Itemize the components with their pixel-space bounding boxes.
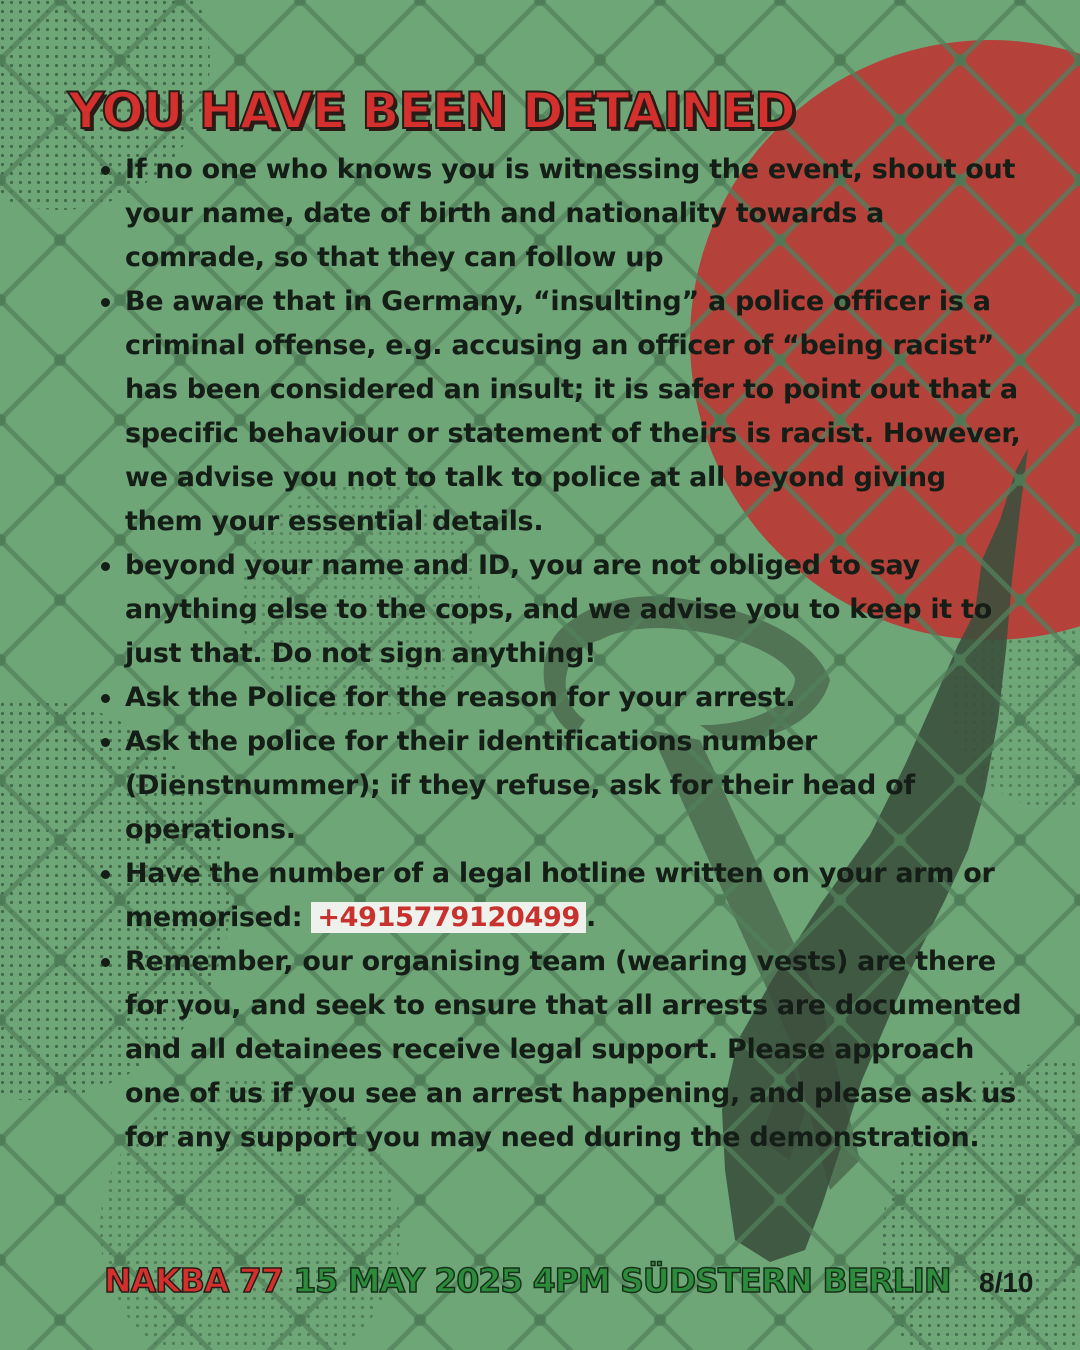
list-item — [125, 148, 1025, 280]
list-item-text: beyond your name and ID, you are not obliged to say anything else to the cops, and we advise you to keep it to just that. Do not sign anything! — [125, 550, 992, 669]
list-item — [125, 940, 1025, 1160]
event-details: 15 MAY 2025 4PM SÜDSTERN BERLIN — [293, 1261, 951, 1300]
list-item-punctuation: . — [585, 902, 596, 933]
legal-hotline-number[interactable]: +4915779120499 — [311, 902, 586, 933]
list-item — [125, 676, 1025, 720]
list-item-text: Ask the police for their identifications number (Dienstnummer); if they refuse, ask for their head of operations. — [125, 726, 915, 845]
list-item-text: If no one who knows you is witnessing the event, shout out your name, date of birth and nationality towards a comrade, so that they can follow up — [125, 154, 1016, 273]
page-title: YOU HAVE BEEN DETAINED — [68, 82, 795, 140]
list-item — [125, 280, 1025, 544]
list-item — [125, 544, 1025, 676]
list-item-text: Have the number of a legal hotline written on your arm or memorised: — [125, 858, 995, 933]
list-item — [125, 852, 1025, 940]
list-item-text: Be aware that in Germany, “insulting” a police officer is a criminal offense, e.g. accusing an officer of “being racist” has been considered an insult; it is safer to point out that a specific behaviour or statement of theirs is racist. However, we advise you not to talk to police at all beyond giving them your essential details. — [125, 286, 1021, 537]
list-item — [125, 720, 1025, 852]
advice-list — [125, 148, 1025, 1160]
page-number: 8/10 — [979, 1267, 1034, 1298]
list-item-text: Remember, our organising team (wearing vests) are there for you, and seek to ensure that all arrests are documented and all detainees receive legal support. Please approach one of us if you see an arrest happening, and please ask us for any support you may need during the demonstration. — [125, 946, 1022, 1153]
event-name: NAKBA 77 — [104, 1261, 283, 1300]
event-footer — [104, 1258, 1034, 1306]
list-item-text: Ask the Police for the reason for your arrest. — [125, 682, 796, 713]
